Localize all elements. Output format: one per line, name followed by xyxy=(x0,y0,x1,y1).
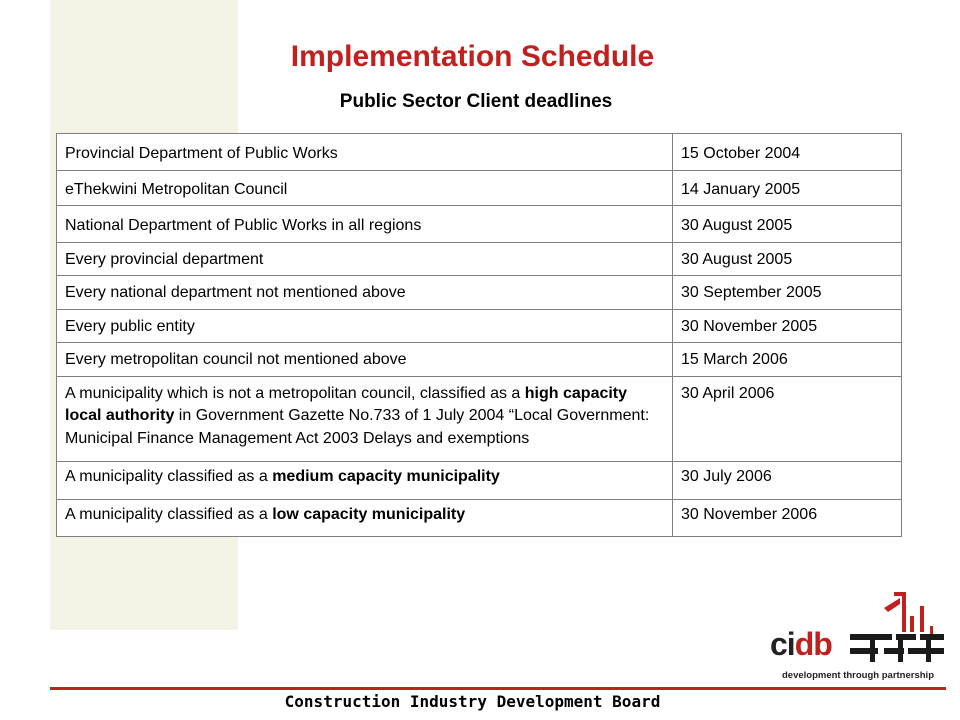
logo-wordmark-accent: db xyxy=(794,626,832,662)
table-row xyxy=(57,134,902,171)
client-cell xyxy=(57,309,673,343)
client-text: A municipality classified as a xyxy=(65,468,273,485)
deadline-cell: 14 January 2005 xyxy=(673,170,902,206)
table-row xyxy=(57,206,902,243)
table-row xyxy=(57,170,902,206)
client-cell xyxy=(57,499,673,537)
client-cell xyxy=(57,242,673,276)
deadline-cell: 30 November 2005 xyxy=(673,309,902,343)
table-row xyxy=(57,376,902,462)
deadline-cell: 15 October 2004 xyxy=(673,134,902,171)
client-text: Every provincial department xyxy=(65,250,264,268)
client-cell xyxy=(57,170,673,206)
client-text-emphasis: low capacity municipality xyxy=(272,505,466,523)
client-text: A municipality which is not a metropolitan council, classified as a xyxy=(65,384,525,402)
client-text: Provincial Department of Public Works xyxy=(65,145,338,162)
table-row xyxy=(57,462,902,500)
client-text: Every public entity xyxy=(65,317,195,335)
deadline-cell: 30 August 2005 xyxy=(673,206,902,243)
deadline-cell: 15 March 2006 xyxy=(673,343,902,377)
client-cell xyxy=(57,343,673,377)
client-cell xyxy=(57,376,673,462)
table-row xyxy=(57,343,902,377)
footer-organization: Construction Industry Development Board xyxy=(284,692,661,711)
table-row xyxy=(57,499,902,537)
page-title: Implementation Schedule xyxy=(290,40,655,73)
table-row xyxy=(57,242,902,276)
client-cell xyxy=(57,206,673,243)
deadline-cell: 30 August 2005 xyxy=(673,242,902,276)
client-text: Every metropolitan council not mentioned above xyxy=(65,351,407,368)
client-cell xyxy=(57,462,673,500)
client-text: A municipality classified as a xyxy=(65,505,273,523)
table-row xyxy=(57,276,902,310)
client-text-emphasis: medium capacity municipality xyxy=(272,468,500,485)
client-text: in Government Gazette No.733 of 1 July 2004 “Local Government: Municipal Finance Management Act 2003 Delays and exemptions xyxy=(65,407,650,447)
logo-wordmark xyxy=(770,626,832,663)
deadline-cell: 30 April 2006 xyxy=(673,376,902,462)
client-cell xyxy=(57,276,673,310)
logo-tagline: development through partnership xyxy=(781,670,934,681)
deadline-cell: 30 November 2006 xyxy=(673,499,902,537)
table-row xyxy=(57,309,902,343)
client-cell xyxy=(57,134,673,171)
deadline-table xyxy=(56,133,902,537)
client-text: eThekwini Metropolitan Council xyxy=(65,180,288,198)
client-text-emphasis: high capacity local authority xyxy=(65,384,628,424)
footer-divider xyxy=(50,687,946,690)
client-text: Every national department not mentioned above xyxy=(65,284,406,301)
deadline-cell: 30 July 2006 xyxy=(673,462,902,500)
deadline-cell: 30 September 2005 xyxy=(673,276,902,310)
cidb-logo xyxy=(766,592,946,684)
client-text: National Department of Public Works in all regions xyxy=(65,217,422,234)
logo-wordmark-dark: ci xyxy=(770,626,795,662)
page-subtitle: Public Sector Client deadlines xyxy=(339,91,613,112)
